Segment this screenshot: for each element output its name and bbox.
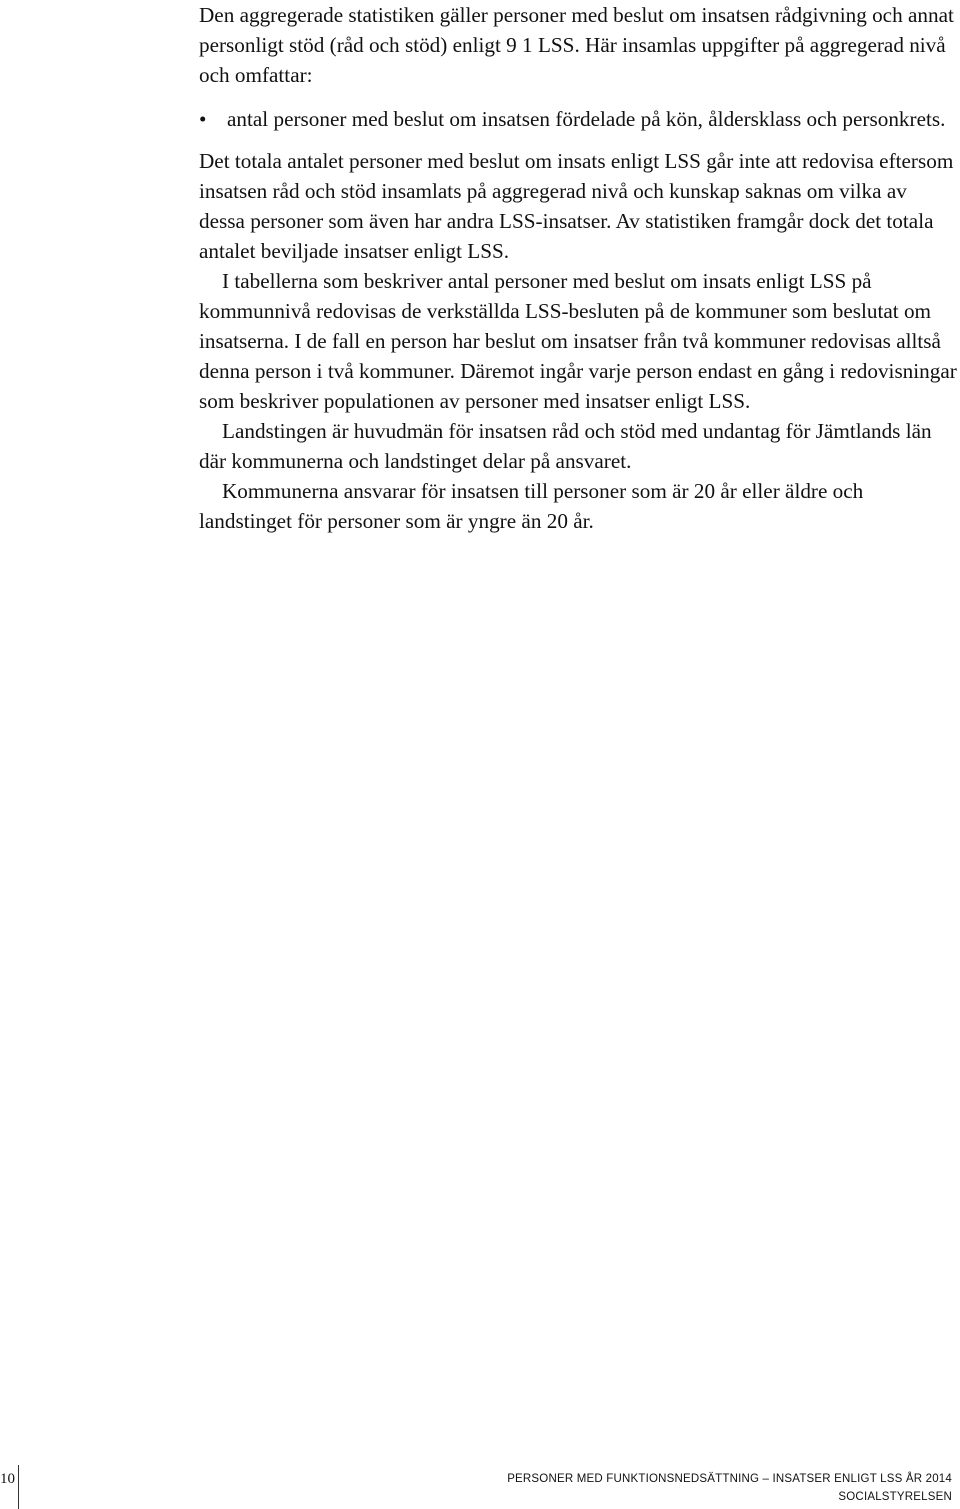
- paragraph-total-count: Det totala antalet personer med beslut om insats enligt LSS går inte att redovisa eftersom insatsen råd och stöd insamlats på aggregerad nivå och kunskap saknas om vilka av dessa personer som även har andra LSS-insatser. Av statistiken framgår dock det totala antalet beviljade insatser enligt LSS.: [199, 149, 954, 263]
- footer-publication-title: PERSONER MED FUNKTIONSNEDSÄTTNING – INSATSER ENLIGT LSS ÅR 2014: [507, 1473, 952, 1485]
- bullet-text: antal personer med beslut om insatsen fördelade på kön, åldersklass och personkrets.: [227, 107, 946, 131]
- bullet-list: [199, 104, 957, 134]
- paragraph-municipal-tables: I tabellerna som beskriver antal personer med beslut om insats enligt LSS på kommunnivå redovisas de verkställda LSS-besluten på de kommuner som beslutat om insatserna. I de fall en person har beslut om insatser från två kommuner redovisas alltså denna person i två kommuner. Däremot ingår varje person endast en gång i redovisningar som beskriver populationen av personer med insatser enligt LSS.: [199, 269, 957, 413]
- paragraph-county-responsibility: Landstingen är huvudmän för insatsen råd och stöd med undantag för Jämtlands län där kommunerna och landstinget delar på ansvaret.: [199, 419, 932, 473]
- footer-divider: [18, 1465, 19, 1509]
- page-number: 10: [0, 1471, 15, 1487]
- bullet-icon: •: [199, 107, 207, 131]
- list-item: [199, 104, 957, 134]
- paragraph-age-responsibility: Kommunerna ansvarar för insatsen till personer som är 20 år eller äldre och landstinget för personer som är yngre än 20 år.: [199, 479, 864, 533]
- document-body: [199, 0, 957, 536]
- paragraph-aggregated-statistics: Den aggregerade statistiken gäller personer med beslut om insatsen rådgivning och annat personligt stöd (råd och stöd) enligt 9 1 LSS. Här insamlas uppgifter på aggregerad nivå och omfattar:: [199, 3, 954, 87]
- footer-organization: SOCIALSTYRELSEN: [838, 1491, 952, 1503]
